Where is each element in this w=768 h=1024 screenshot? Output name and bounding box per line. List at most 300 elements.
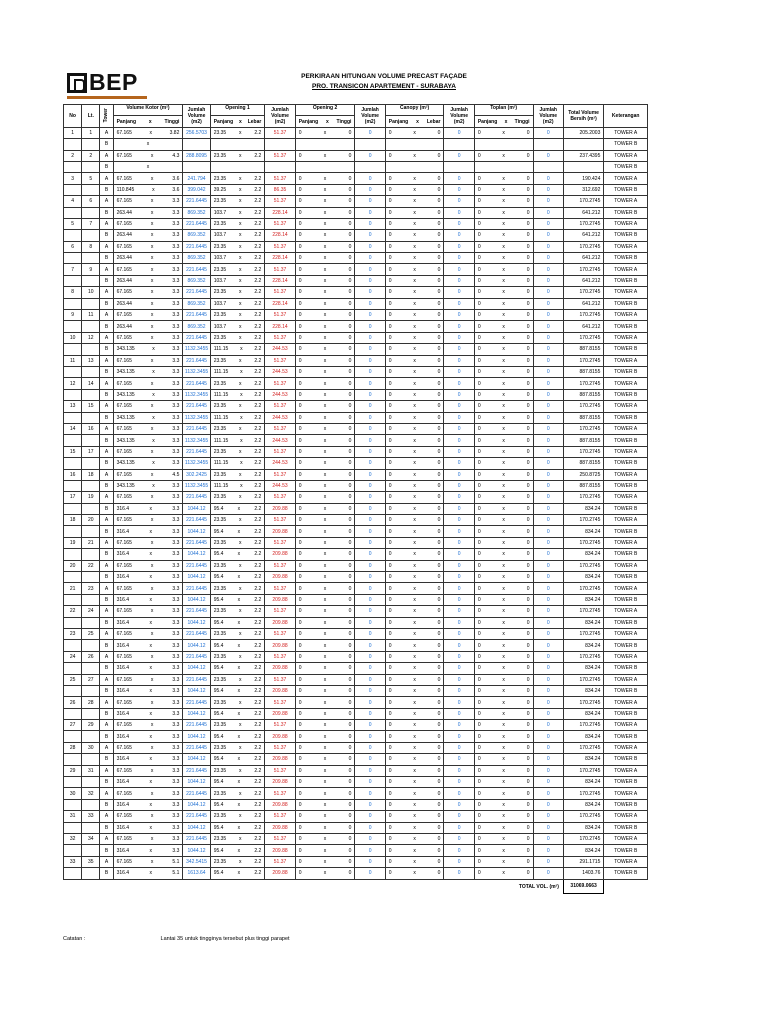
cell-x: x (502, 186, 505, 193)
cell-panjang: 0 (298, 221, 302, 228)
sub-panjang: Panjang (116, 118, 137, 125)
cell-x: x (413, 471, 416, 478)
cell-tp-dims (474, 788, 533, 799)
cell-o1-dims (210, 822, 265, 833)
cell-tp-dims (474, 811, 533, 822)
cell-o1-volume: 228.14 (265, 298, 295, 309)
cell-tp-volume: 0 (533, 184, 563, 195)
cell-x: x (502, 129, 505, 136)
cell-tower: B (100, 708, 113, 719)
cell-total: 641.212 (563, 253, 603, 264)
cell-panjang: 343.135 (116, 391, 135, 398)
cell-x: x (413, 346, 416, 353)
cell-x: x (323, 266, 327, 273)
cell-x: x (239, 745, 242, 752)
cell-tp-dims (474, 412, 533, 423)
cell-keterangan: TOWER A (604, 560, 648, 571)
cell-tp-volume: 0 (533, 663, 563, 674)
cell-tp-dims (474, 150, 533, 161)
cell-panjang: 67.165 (116, 653, 132, 660)
cell-o2-volume: 0 (355, 298, 385, 309)
cell-panjang: 0 (477, 471, 481, 478)
cell-tinggi: 3.3 (172, 688, 180, 695)
cell-x: x (502, 255, 505, 262)
cell-tinggi: 3.3 (172, 528, 180, 535)
cell-tinggi: 3.3 (172, 824, 180, 831)
cell-o2-dims (295, 298, 355, 309)
cell-panjang: 316.4 (116, 574, 130, 581)
cell-tinggi: 3.3 (172, 665, 180, 672)
cell-panjang: 0 (388, 790, 392, 797)
cell-panjang: 23.35 (213, 221, 227, 228)
cell-keterangan: TOWER A (604, 332, 648, 343)
cell-tower: A (100, 264, 113, 275)
cell-tinggi: 0 (526, 710, 530, 717)
cell-tp-volume: 0 (533, 583, 563, 594)
cell-cn-dims (385, 139, 444, 150)
cell-lt: 12 (82, 332, 100, 343)
cell-panjang: 0 (298, 369, 302, 376)
cell-cn-volume: 0 (444, 708, 474, 719)
cell-tinggi: 2.2 (254, 460, 262, 467)
cell-tp-dims (474, 435, 533, 446)
cell-tinggi: 0 (348, 278, 352, 285)
cell-tinggi: 0 (437, 323, 441, 330)
cell-keterangan: TOWER A (604, 127, 648, 138)
cell-x: x (502, 551, 505, 558)
cell-cn-volume: 0 (444, 720, 474, 731)
cell-vk-volume: 1044.12 (183, 549, 210, 560)
cell-tinggi: 3.3 (172, 790, 180, 797)
cell-o2-volume: 0 (355, 708, 385, 719)
cell-panjang: 0 (477, 733, 481, 740)
cell-o1-dims (210, 423, 265, 434)
cell-tp-dims (474, 572, 533, 583)
sub-canopy (385, 116, 444, 127)
cell-lt (82, 822, 100, 833)
cell-tinggi: 0 (437, 186, 441, 193)
cell-vk-dims (113, 196, 183, 207)
cell-o2-volume: 0 (355, 150, 385, 161)
cell-x: x (150, 266, 154, 273)
cell-o1-dims (210, 435, 265, 446)
cell-keterangan: TOWER B (604, 868, 648, 879)
cell-tp-volume: 0 (533, 435, 563, 446)
cell-cn-dims (385, 708, 444, 719)
cell-o2-dims (295, 184, 355, 195)
cell-panjang: 263.44 (116, 209, 132, 216)
cell-o2-dims (295, 651, 355, 662)
cell-tower: B (100, 344, 113, 355)
cell-cn-volume: 0 (444, 583, 474, 594)
cell-x: x (413, 631, 416, 638)
cell-tinggi: 0 (437, 653, 441, 660)
cell-tp-volume: 0 (533, 230, 563, 241)
cell-o1-dims (210, 560, 265, 571)
cell-panjang: 0 (388, 198, 392, 205)
cell-o2-volume: 0 (355, 834, 385, 845)
cell-panjang: 0 (477, 779, 481, 786)
cell-tp-volume: 0 (533, 355, 563, 366)
cell-tower: B (100, 161, 113, 172)
cell-vk-dims (113, 537, 183, 548)
cell-tinggi: 0 (348, 357, 352, 364)
cell-tinggi: 3.3 (172, 631, 180, 638)
cell-x: x (502, 745, 505, 752)
cell-cn-volume: 0 (444, 378, 474, 389)
cell-tower: B (100, 845, 113, 856)
cell-tp-volume: 0 (533, 378, 563, 389)
cell-x: x (149, 824, 152, 831)
cell-panjang: 0 (298, 505, 302, 512)
table-row (64, 469, 648, 480)
cell-tinggi: 0 (526, 756, 530, 763)
cell-o2-dims (295, 196, 355, 207)
cell-panjang: 0 (388, 494, 392, 501)
cell-tp-volume: 0 (533, 366, 563, 377)
cell-o2-volume: 0 (355, 845, 385, 856)
cell-tinggi: 0 (348, 471, 352, 478)
cell-tinggi: 2.2 (254, 505, 262, 512)
cell-vk-volume: 1044.12 (183, 822, 210, 833)
cell-panjang: 0 (477, 426, 481, 433)
cell-o2-volume: 0 (355, 651, 385, 662)
cell-x: x (413, 528, 416, 535)
cell-tp-dims (474, 127, 533, 138)
cell-panjang: 95.4 (213, 596, 224, 603)
cell-total: 291.1715 (563, 856, 603, 867)
cell-x: x (502, 858, 505, 865)
cell-o1-volume: 51.37 (265, 378, 295, 389)
cell-o1-volume: 228.14 (265, 275, 295, 286)
cell-vk-dims (113, 674, 183, 685)
cell-tinggi: 0 (348, 756, 352, 763)
cell-vk-volume: 1044.12 (183, 754, 210, 765)
cell-cn-volume: 0 (444, 184, 474, 195)
table-row (64, 856, 648, 867)
cell-o1-dims (210, 173, 265, 184)
cell-tp-volume (533, 139, 563, 150)
cell-tinggi: 3.3 (172, 756, 180, 763)
cell-panjang: 0 (477, 722, 481, 729)
cell-lt: 8 (82, 241, 100, 252)
cell-x: x (323, 300, 327, 307)
cell-panjang: 103.7 (213, 232, 227, 239)
cell-tower: B (100, 572, 113, 583)
table-row (64, 275, 648, 286)
cell-x: x (150, 278, 154, 285)
cell-x: x (239, 562, 242, 569)
cell-vk-volume: 221.6445 (183, 560, 210, 571)
cell-tinggi: 2.2 (254, 403, 262, 410)
cell-vk-dims (113, 218, 183, 229)
cell-keterangan: TOWER B (604, 799, 648, 810)
cell-panjang: 95.4 (213, 756, 224, 763)
cell-o1-volume: 51.37 (265, 765, 295, 776)
cell-cn-dims (385, 435, 444, 446)
logo-underline (67, 96, 147, 99)
cell-vk-volume: 869.352 (183, 230, 210, 241)
cell-tinggi: 0 (526, 551, 530, 558)
cell-tinggi: 0 (348, 562, 352, 569)
cell-total: 170.2745 (563, 674, 603, 685)
cell-keterangan: TOWER A (604, 628, 648, 639)
cell-cn-dims (385, 161, 444, 172)
cell-x: x (502, 619, 505, 626)
cell-tinggi: 3.3 (172, 642, 180, 649)
cell-cn-volume: 0 (444, 811, 474, 822)
cell-cn-volume: 0 (444, 845, 474, 856)
cell-panjang: 67.165 (116, 243, 132, 250)
cell-panjang: 0 (477, 517, 481, 524)
cell-vk-volume: 1132.3455 (183, 366, 210, 377)
cell-x: x (413, 517, 416, 524)
cell-tp-volume: 0 (533, 253, 563, 264)
cell-panjang: 0 (298, 209, 302, 216)
cell-panjang: 0 (388, 710, 392, 717)
cell-no: 27 (64, 720, 82, 731)
cell-lt: 14 (82, 378, 100, 389)
cell-tower: A (100, 150, 113, 161)
table-row (64, 788, 648, 799)
cell-o1-volume: 51.37 (265, 651, 295, 662)
cell-panjang: 23.35 (213, 289, 227, 296)
cell-tinggi: 0 (348, 836, 352, 843)
cell-panjang: 0 (298, 346, 302, 353)
cell-x: x (323, 688, 327, 695)
cell-x: x (502, 642, 505, 649)
cell-tp-volume: 0 (533, 287, 563, 298)
cell-o2-dims (295, 480, 355, 491)
cell-no: 28 (64, 742, 82, 753)
cell-o1-volume: 209.88 (265, 685, 295, 696)
cell-o1-dims (210, 856, 265, 867)
cell-vk-dims (113, 731, 183, 742)
cell-o1-volume: 244.53 (265, 458, 295, 469)
table-row (64, 310, 648, 321)
cell-lt (82, 526, 100, 537)
cell-panjang: 67.165 (116, 494, 132, 501)
cell-o2-dims (295, 378, 355, 389)
cell-o2-volume: 0 (355, 401, 385, 412)
cell-x: x (502, 312, 505, 319)
cell-tinggi: 2.2 (254, 847, 262, 854)
cell-lt (82, 731, 100, 742)
cell-tinggi: 0 (437, 380, 441, 387)
cell-x: x (323, 369, 327, 376)
cell-tower: A (100, 310, 113, 321)
cell-tinggi: 0 (437, 448, 441, 455)
cell-o2-volume: 0 (355, 606, 385, 617)
cell-panjang: 0 (477, 198, 481, 205)
cell-keterangan: TOWER A (604, 355, 648, 366)
cell-tinggi: 2.2 (254, 221, 262, 228)
cell-o1-dims (210, 150, 265, 161)
cell-o1-volume: 51.37 (265, 560, 295, 571)
cell-vk-volume: 1132.3455 (183, 458, 210, 469)
cell-keterangan: TOWER A (604, 765, 648, 776)
table-row (64, 207, 648, 218)
cell-cn-volume: 0 (444, 742, 474, 753)
cell-cn-volume: 0 (444, 207, 474, 218)
cell-panjang: 0 (298, 403, 302, 410)
cell-tinggi: 2.2 (254, 596, 262, 603)
cell-vk-dims (113, 685, 183, 696)
cell-cn-dims (385, 742, 444, 753)
cell-cn-dims (385, 253, 444, 264)
cell-tinggi: 0 (526, 562, 530, 569)
cell-x: x (323, 505, 327, 512)
cell-tinggi: 2.2 (254, 483, 262, 490)
cell-tinggi: 2.2 (254, 300, 262, 307)
cell-x: x (239, 152, 242, 159)
cell-tinggi: 3.3 (172, 289, 180, 296)
cell-tinggi: 0 (526, 802, 530, 809)
cell-vk-volume: 221.6445 (183, 401, 210, 412)
cell-panjang: 0 (298, 198, 302, 205)
cell-x: x (237, 847, 241, 854)
cell-vk-dims (113, 139, 183, 150)
cell-x: x (323, 255, 327, 262)
cell-tower: B (100, 640, 113, 651)
cell-tinggi: 2.2 (254, 870, 262, 877)
cell-x: x (413, 312, 416, 319)
cell-panjang: 0 (477, 813, 481, 820)
cell-no: 11 (64, 355, 82, 366)
cell-tinggi: 2.2 (254, 756, 262, 763)
cell-no (64, 617, 82, 628)
cell-x: x (413, 870, 416, 877)
cell-x: x (413, 585, 416, 592)
cell-panjang: 0 (298, 391, 302, 398)
cell-cn-dims (385, 651, 444, 662)
cell-x: x (502, 483, 505, 490)
cell-o2-dims (295, 423, 355, 434)
table-row (64, 264, 648, 275)
cell-panjang: 0 (477, 836, 481, 843)
cell-tinggi: 0 (348, 631, 352, 638)
cell-keterangan: TOWER B (604, 458, 648, 469)
cell-panjang: 0 (298, 745, 302, 752)
cell-keterangan: TOWER A (604, 537, 648, 548)
cell-x: x (149, 779, 152, 786)
cell-tp-dims (474, 161, 533, 172)
sub-x: x (504, 118, 508, 125)
cell-tp-volume: 0 (533, 640, 563, 651)
cell-tinggi: 0 (526, 323, 530, 330)
cell-panjang: 0 (298, 414, 302, 421)
cell-tinggi: 0 (526, 722, 530, 729)
cell-x: x (146, 141, 150, 148)
cell-panjang: 0 (477, 756, 481, 763)
cell-tp-volume: 0 (533, 788, 563, 799)
cell-panjang: 316.4 (116, 710, 130, 717)
cell-panjang: 0 (298, 152, 302, 159)
cell-no (64, 572, 82, 583)
cell-panjang: 23.35 (213, 198, 227, 205)
cell-tinggi: 0 (437, 437, 441, 444)
cell-tinggi: 0 (437, 676, 441, 683)
total-label: TOTAL VOL. (m²) (518, 883, 559, 890)
cell-panjang: 0 (477, 585, 481, 592)
cell-x: x (502, 824, 505, 831)
cell-tinggi: 2.2 (254, 779, 262, 786)
cell-panjang: 0 (298, 483, 302, 490)
cell-x: x (413, 824, 416, 831)
table-row (64, 150, 648, 161)
cell-x: x (413, 278, 416, 285)
cell-x: x (150, 562, 154, 569)
cell-tp-volume: 0 (533, 423, 563, 434)
cell-tinggi: 0 (348, 722, 352, 729)
cell-o2-volume: 0 (355, 594, 385, 605)
cell-panjang: 0 (388, 802, 392, 809)
cell-panjang: 95.4 (213, 574, 224, 581)
cell-vk-dims (113, 492, 183, 503)
cell-panjang: 343.135 (116, 369, 135, 376)
cell-tinggi: 0 (437, 255, 441, 262)
cell-tinggi: 0 (348, 813, 352, 820)
cell-tinggi: 0 (348, 255, 352, 262)
cell-tp-dims (474, 731, 533, 742)
cell-tp-volume: 0 (533, 822, 563, 833)
cell-cn-dims (385, 207, 444, 218)
cell-vk-dims (113, 469, 183, 480)
cell-cn-dims (385, 127, 444, 138)
cell-cn-dims (385, 378, 444, 389)
cell-tp-volume: 0 (533, 708, 563, 719)
cell-no: 6 (64, 241, 82, 252)
cell-tp-dims (474, 378, 533, 389)
cell-o2-volume: 0 (355, 378, 385, 389)
cell-tp-dims (474, 674, 533, 685)
cell-x: x (502, 540, 505, 547)
col-lt: Lt. (82, 105, 100, 128)
cell-cn-volume: 0 (444, 150, 474, 161)
cell-cn-volume: 0 (444, 526, 474, 537)
cell-x: x (413, 767, 416, 774)
cell-vk-dims (113, 560, 183, 571)
cell-total: 641.212 (563, 321, 603, 332)
cell-panjang: 0 (298, 562, 302, 569)
cell-cn-dims (385, 173, 444, 184)
cell-panjang: 0 (388, 688, 392, 695)
cell-o1-dims (210, 241, 265, 252)
cell-tinggi: 0 (348, 391, 352, 398)
cell-panjang: 67.165 (116, 357, 132, 364)
cell-tp-dims (474, 446, 533, 457)
cell-o2-dims (295, 139, 355, 150)
cell-tinggi: 0 (348, 767, 352, 774)
cell-tinggi: 3.3 (172, 391, 180, 398)
cell-panjang: 0 (477, 255, 481, 262)
cell-tower: B (100, 503, 113, 514)
cell-lt: 5 (82, 173, 100, 184)
cell-panjang: 67.165 (116, 335, 132, 341)
cell-tinggi: 0 (348, 483, 352, 490)
cell-tinggi: 2.2 (254, 266, 262, 273)
cell-vk-volume: 221.6445 (183, 583, 210, 594)
cell-vk-volume: 221.6445 (183, 264, 210, 275)
cell-panjang: 23.35 (213, 152, 227, 159)
cell-panjang: 343.135 (116, 460, 135, 467)
cell-tp-dims (474, 663, 533, 674)
cell-o2-volume: 0 (355, 503, 385, 514)
cell-o2-dims (295, 389, 355, 400)
cell-o2-volume: 0 (355, 765, 385, 776)
cell-keterangan: TOWER A (604, 264, 648, 275)
cell-o1-volume (265, 161, 295, 172)
